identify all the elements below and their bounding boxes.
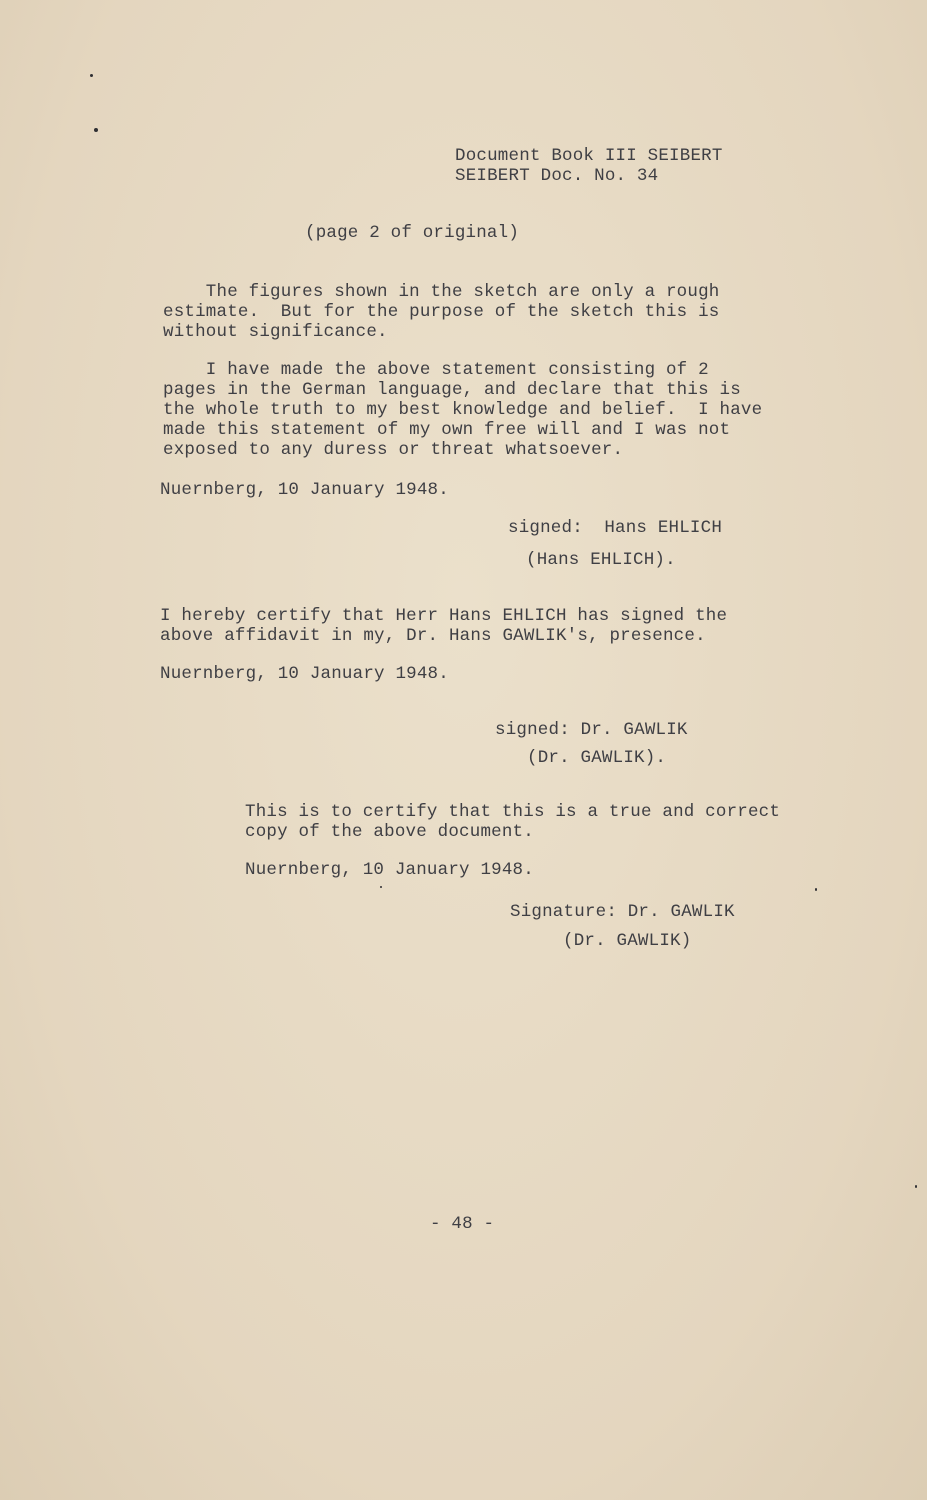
place-date: Nuernberg, 10 January 1948. (245, 860, 534, 880)
true-copy-line: copy of the above document. (245, 822, 534, 842)
paragraph2-line: the whole truth to my best knowledge and belief. I have (163, 400, 763, 420)
ink-speck (90, 74, 93, 77)
paragraph2-line: pages in the German language, and declare that this is (163, 380, 741, 400)
signature-signed-line: Signature: Dr. GAWLIK (510, 902, 735, 922)
signature-signed-line: signed: Hans EHLICH (508, 518, 723, 538)
true-copy-line: This is to certify that this is a true and correct (245, 802, 781, 822)
place-date: Nuernberg, 10 January 1948. (160, 664, 449, 684)
page-number: - 48 - (430, 1214, 495, 1234)
ink-speck (915, 1185, 917, 1188)
place-date: Nuernberg, 10 January 1948. (160, 480, 449, 500)
paragraph1-line: without significance. (163, 322, 388, 342)
ink-speck (815, 888, 817, 891)
signature-name-line: (Hans EHLICH). (526, 550, 676, 570)
paragraph1-line: estimate. But for the purpose of the sketch this is (163, 302, 720, 322)
paragraph2-line: made this statement of my own free will and I was not (163, 420, 731, 440)
header-line-1: Document Book III SEIBERT (455, 146, 723, 166)
signature-signed-line: signed: Dr. GAWLIK (495, 720, 688, 740)
certification-line: I hereby certify that Herr Hans EHLICH has signed the (160, 606, 728, 626)
paragraph2-line: exposed to any duress or threat whatsoever. (163, 440, 624, 460)
signature-name-line: (Dr. GAWLIK). (527, 748, 667, 768)
ink-speck (94, 128, 98, 132)
header-line-2: SEIBERT Doc. No. 34 (455, 166, 659, 186)
certification-line: above affidavit in my, Dr. Hans GAWLIK's, presence. (160, 626, 706, 646)
page-note: (page 2 of original) (305, 223, 520, 243)
paragraph2-line: I have made the above statement consisting of 2 (163, 360, 709, 380)
signature-name-line: (Dr. GAWLIK) (563, 931, 692, 951)
paragraph1-line: The figures shown in the sketch are only a rough (163, 282, 720, 302)
ink-speck (380, 886, 382, 888)
